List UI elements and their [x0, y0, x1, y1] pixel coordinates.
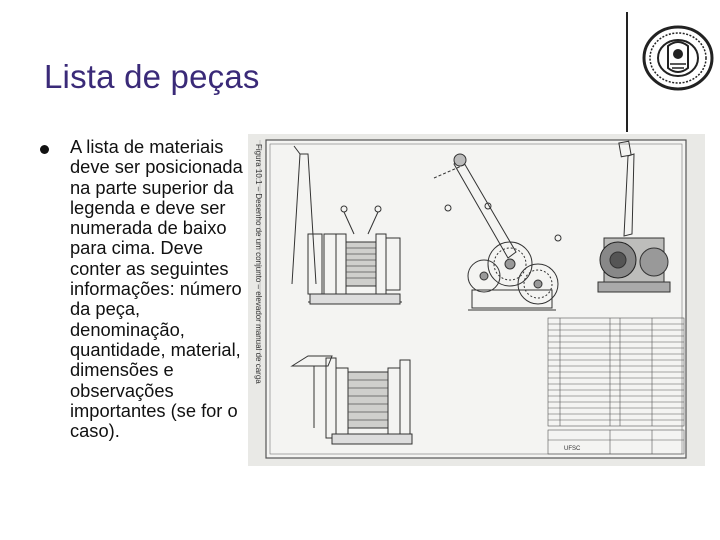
svg-text:Figura 10.1 – Desenho de um co: Figura 10.1 – Desenho de um conjunto – elevador manual de carga	[254, 144, 263, 384]
svg-text:UFSC: UFSC	[564, 446, 581, 452]
figure-caption	[254, 140, 263, 384]
university-seal-logo	[640, 24, 716, 92]
assembly-drawing-image	[248, 134, 705, 466]
page-title: Lista de peças	[44, 58, 260, 95]
bullet-text: A lista de materiais deve ser posicionada na parte superior da legenda e deve ser numerada de baixo para cima. Deve conter as seguintes informações: número da peça, denominação, quantidade, material, dimensões e observações importantes (se for o caso).	[70, 136, 243, 442]
bullet-dot	[40, 145, 49, 154]
header-divider	[626, 12, 628, 132]
